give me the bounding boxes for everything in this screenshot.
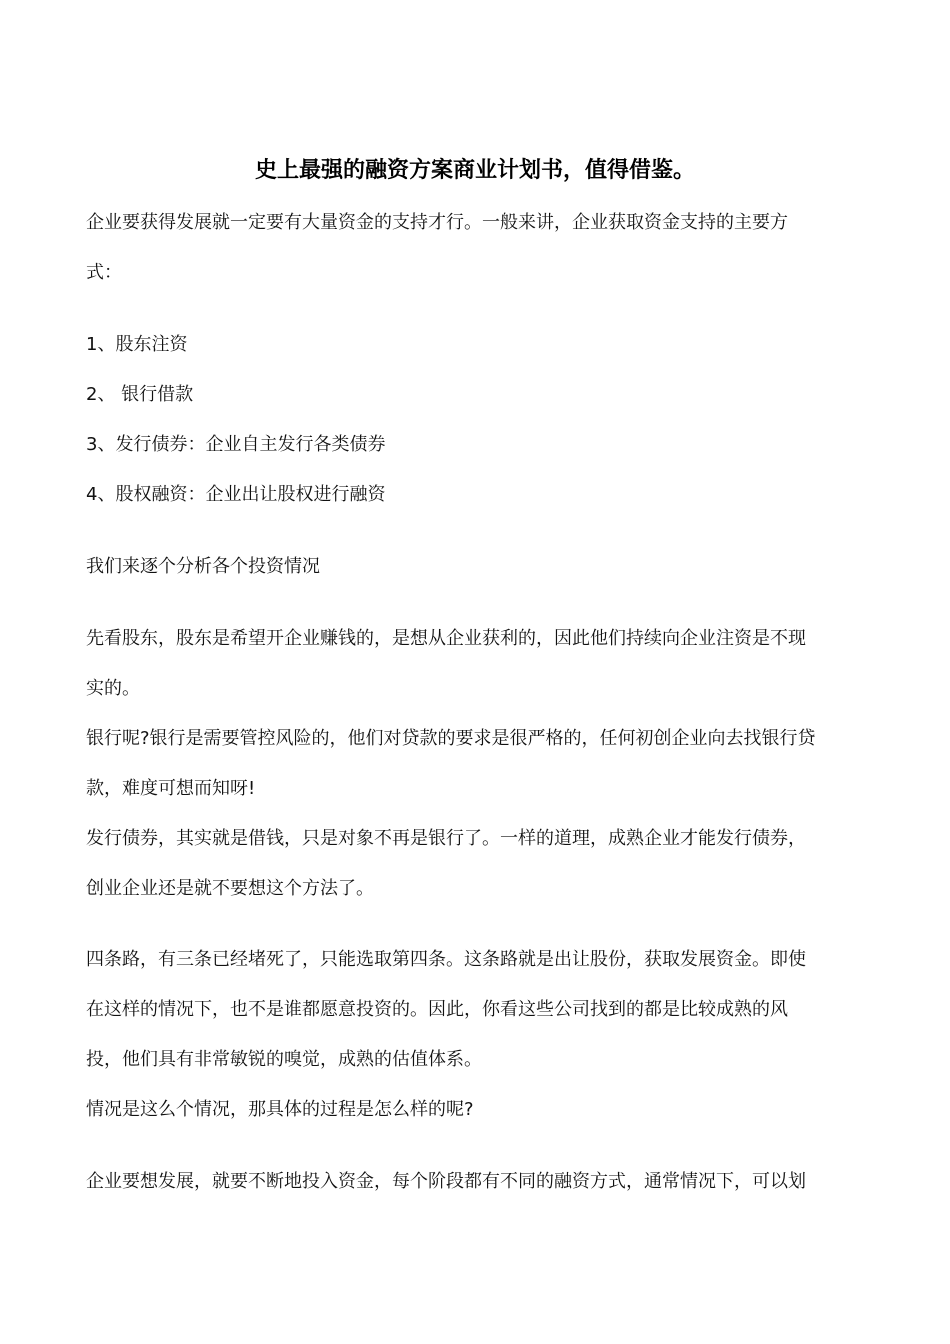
paragraph-line: 我们来逐个分析各个投资情况 [86,556,320,577]
paragraph-line: 先看股东，股东是希望开企业赚钱的，是想从企业获利的，因此他们持续向企业注资是不现 [86,628,806,649]
paragraph-line: 款，难度可想而知呀! [86,778,256,799]
paragraph-line: 企业要获得发展就一定要有大量资金的支持才行。一般来讲，企业获取资金支持的主要方 [86,212,788,233]
paragraph-line: 投，他们具有非常敏锐的嗅觉，成熟的估值体系。 [86,1049,482,1070]
paragraph-line: 实的。 [86,678,140,699]
paragraph-line: 银行呢?银行是需要管控风险的，他们对贷款的要求是很严格的，任何初创企业向去找银行贷 [86,728,816,749]
document-title: 史上最强的融资方案商业计划书，值得借鉴。 [254,158,695,183]
paragraph-line: 情况是这么个情况，那具体的过程是怎么样的呢? [86,1099,474,1120]
paragraph-line: 四条路，有三条已经堵死了，只能选取第四条。这条路就是出让股份，获取发展资金。即使 [86,949,806,970]
paragraph-line: 在这样的情况下，也不是谁都愿意投资的。因此，你看这些公司找到的都是比较成熟的风 [86,999,788,1020]
paragraph-line: 发行债券，其实就是借钱，只是对象不再是银行了。一样的道理，成熟企业才能发行债券， [86,828,806,849]
paragraph-line: 企业要想发展，就要不断地投入资金，每个阶段都有不同的融资方式，通常情况下，可以划 [86,1171,806,1192]
paragraph-line: 式： [86,262,122,283]
paragraph-line: 创业企业还是就不要想这个方法了。 [86,878,374,899]
list-item: 2、 银行借款 [86,384,194,405]
list-item: 1、股东注资 [86,334,188,355]
list-item: 4、股权融资：企业出让股权进行融资 [86,484,386,505]
list-item: 3、发行债券：企业自主发行各类债券 [86,434,386,455]
